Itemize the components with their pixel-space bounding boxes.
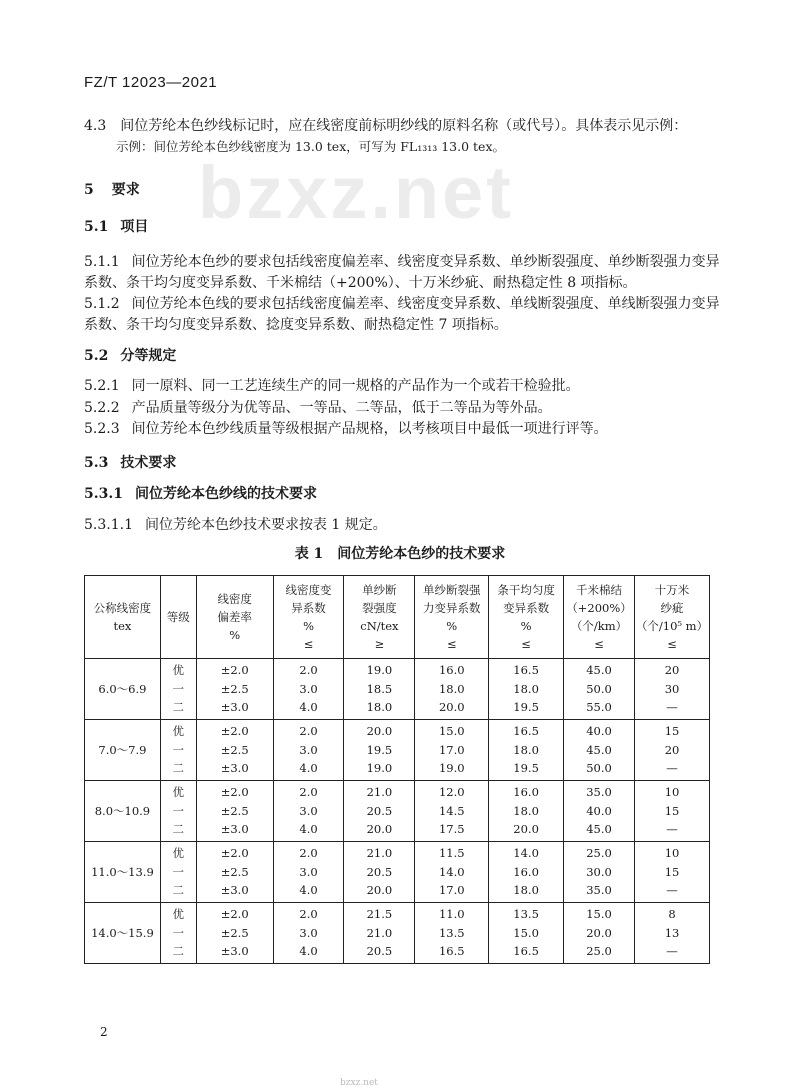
cell-value: ±3.0 <box>220 883 249 898</box>
cell-value: 18.0 <box>513 742 539 757</box>
cell-value: 20.5 <box>366 944 393 959</box>
cell-value: — <box>666 700 678 715</box>
section-5-2-heading: 5.2 分等规定 <box>84 348 177 364</box>
cell-value: 45.0 <box>586 663 612 678</box>
cell-value: ±2.0 <box>220 907 249 922</box>
watermark: bzxz.net <box>198 151 514 234</box>
cell-value: 2.0 <box>299 663 318 678</box>
cell-density-deviation <box>196 659 273 720</box>
cell-nominal-density: 6.0～6.9 <box>85 659 161 720</box>
cell-density-cv <box>273 781 344 842</box>
cell-value: 20.0 <box>366 883 393 898</box>
cell-value: 10 <box>664 846 680 861</box>
cell-value: 优 <box>172 785 185 800</box>
cell-value: ±2.0 <box>220 785 249 800</box>
section-5-1-heading: 5.1 项目 <box>84 219 149 235</box>
cell-value: 10 <box>664 785 680 800</box>
cell-value: 18.0 <box>513 681 539 696</box>
cell-density-deviation <box>196 903 273 964</box>
cell-value: 4.0 <box>299 700 318 715</box>
header-nominal-density: 公称线密度 tex <box>85 576 161 659</box>
cell-value: 19.5 <box>513 700 539 715</box>
cell-value: 21.5 <box>366 907 393 922</box>
cell-value: — <box>666 761 678 776</box>
cell-value: 二 <box>172 822 185 837</box>
cell-value: ±3.0 <box>220 944 249 959</box>
cell-value: ±3.0 <box>220 822 249 837</box>
cell-value: 20 <box>664 742 680 757</box>
header-strength-cv: 单纱断裂强 力变异系数 % ≤ <box>415 576 489 659</box>
cell-value: 35.0 <box>586 883 612 898</box>
cell-value: 一 <box>172 925 185 940</box>
cell-value: 3.0 <box>299 681 318 696</box>
cell-value: 15.0 <box>513 925 539 940</box>
cell-value: 20 <box>664 663 680 678</box>
cell-value: 20.0 <box>513 822 539 837</box>
cell-value: 优 <box>172 846 185 861</box>
cell-value: 二 <box>172 883 185 898</box>
cell-value: 13.5 <box>513 907 539 922</box>
cell-value: 16.0 <box>513 864 539 879</box>
cell-strength-cv <box>415 659 489 720</box>
cell-breaking-strength <box>344 659 415 720</box>
cell-value: 15 <box>664 724 680 739</box>
cell-value: 19.0 <box>366 761 393 776</box>
cell-value: 14.0 <box>513 846 539 861</box>
cell-value: 一 <box>172 864 185 879</box>
section-5-heading: 5 要求 <box>84 182 140 198</box>
cell-yarn-faults <box>635 659 710 720</box>
cell-density-deviation <box>196 842 273 903</box>
cell-value: ±3.0 <box>220 700 249 715</box>
cell-breaking-strength <box>344 720 415 781</box>
header-neps: 千米棉结 （+200%） （个/km） ≤ <box>564 576 635 659</box>
cell-value: 4.0 <box>299 883 318 898</box>
cell-value: — <box>666 883 678 898</box>
table-row <box>85 659 710 720</box>
cell-value: 16.5 <box>438 944 465 959</box>
section-5-3-heading: 5.3 技术要求 <box>84 455 177 471</box>
cell-breaking-strength <box>344 781 415 842</box>
cell-value: 优 <box>172 663 185 678</box>
cell-value: 3.0 <box>299 742 318 757</box>
cell-value: ±2.5 <box>220 925 249 940</box>
cell-value: 4.0 <box>299 761 318 776</box>
cell-strength-cv <box>415 842 489 903</box>
technical-requirements-table <box>84 575 710 964</box>
cell-value: 二 <box>172 944 185 959</box>
cell-value: 15.0 <box>438 724 465 739</box>
section-5-2-1: 5.2.1 同一原料、同一工艺连续生产的同一规格的产品作为一个或若干检验批。 <box>84 378 580 394</box>
cell-value: 19.0 <box>366 663 393 678</box>
cell-yarn-faults <box>635 903 710 964</box>
standard-code: FZ/T 12023—2021 <box>84 74 218 91</box>
cell-density-cv <box>273 842 344 903</box>
header-grade: 等级 <box>160 576 196 659</box>
cell-value: 18.0 <box>513 883 539 898</box>
section-number: 4.3 <box>84 118 107 134</box>
cell-value: 16.5 <box>513 944 539 959</box>
cell-value: 21.0 <box>366 925 393 940</box>
cell-value: 2.0 <box>299 785 318 800</box>
header-density-cv: 线密度变 异系数 % ≤ <box>273 576 344 659</box>
cell-grade <box>160 781 196 842</box>
cell-value: 19.0 <box>438 761 465 776</box>
cell-value: 4.0 <box>299 822 318 837</box>
cell-value: 30.0 <box>586 864 612 879</box>
cell-value: ±2.5 <box>220 864 249 879</box>
cell-value: 21.0 <box>366 846 393 861</box>
cell-neps <box>564 781 635 842</box>
cell-value: 2.0 <box>299 724 318 739</box>
cell-value: 40.0 <box>586 724 612 739</box>
cell-value: 16.5 <box>513 724 539 739</box>
cell-evenness-cv <box>489 659 564 720</box>
header-evenness-cv: 条干均匀度 变异系数 % ≤ <box>489 576 564 659</box>
cell-value: 19.5 <box>513 761 539 776</box>
cell-value: ±2.0 <box>220 724 249 739</box>
cell-value: 优 <box>172 907 185 922</box>
cell-density-cv <box>273 720 344 781</box>
example-text: 示例：间位芳纶本色纱线密度为 13.0 tex，可写为 FL₁₃₁₃ 13.0 tex。 <box>116 139 505 154</box>
page-number: 2 <box>100 1025 108 1039</box>
section-4-3 <box>84 115 687 135</box>
cell-value: 18.0 <box>513 803 539 818</box>
cell-density-cv <box>273 903 344 964</box>
cell-density-deviation <box>196 720 273 781</box>
cell-value: 16.5 <box>513 663 539 678</box>
cell-neps <box>564 659 635 720</box>
cell-value: 8 <box>668 907 676 922</box>
table-row <box>85 842 710 903</box>
cell-evenness-cv <box>489 781 564 842</box>
cell-nominal-density: 11.0～13.9 <box>85 842 161 903</box>
section-5-1-1-line1: 5.1.1 间位芳纶本色纱的要求包括线密度偏差率、线密度变异系数、单纱断裂强度、单纱断裂强力变异 <box>84 254 720 270</box>
cell-value: 11.5 <box>438 846 465 861</box>
cell-breaking-strength <box>344 903 415 964</box>
cell-neps <box>564 903 635 964</box>
cell-value: 3.0 <box>299 925 318 940</box>
cell-nominal-density: 7.0～7.9 <box>85 720 161 781</box>
cell-value: 16.0 <box>438 663 465 678</box>
cell-density-cv <box>273 659 344 720</box>
cell-value: ±3.0 <box>220 761 249 776</box>
cell-grade <box>160 842 196 903</box>
table-header-row <box>85 576 710 659</box>
cell-grade <box>160 903 196 964</box>
cell-value: 35.0 <box>586 785 612 800</box>
cell-value: 50.0 <box>586 681 612 696</box>
cell-value: 17.5 <box>438 822 465 837</box>
cell-value: 15.0 <box>586 907 612 922</box>
cell-value: ±2.5 <box>220 803 249 818</box>
cell-value: 二 <box>172 761 185 776</box>
cell-value: 14.5 <box>438 803 465 818</box>
cell-value: 13 <box>664 925 680 940</box>
cell-yarn-faults <box>635 720 710 781</box>
cell-value: 20.0 <box>586 925 612 940</box>
cell-value: 18.0 <box>366 700 393 715</box>
section-5-3-1-heading: 5.3.1 间位芳纶本色纱线的技术要求 <box>84 486 317 502</box>
cell-value: 一 <box>172 803 185 818</box>
cell-neps <box>564 842 635 903</box>
cell-value: ±2.0 <box>220 846 249 861</box>
footer-watermark: bzxz.net <box>340 1078 378 1088</box>
cell-value: 20.0 <box>366 724 393 739</box>
cell-value: 一 <box>172 742 185 757</box>
cell-value: 15 <box>664 803 680 818</box>
cell-strength-cv <box>415 720 489 781</box>
cell-value: 17.0 <box>438 742 465 757</box>
cell-evenness-cv <box>489 720 564 781</box>
header-density-deviation: 线密度 偏差率 % <box>196 576 273 659</box>
table-row <box>85 781 710 842</box>
section-text: 间位芳纶本色纱线标记时，应在线密度前标明纱线的原料名称（或代号）。具体表示见示例： <box>120 118 688 134</box>
cell-value: 4.0 <box>299 944 318 959</box>
cell-value: — <box>666 944 678 959</box>
cell-grade <box>160 720 196 781</box>
section-5-2-3: 5.2.3 间位芳纶本色纱线质量等级根据产品规格，以考核项目中最低一项进行评等。 <box>84 421 608 437</box>
cell-value: 20.5 <box>366 803 393 818</box>
cell-value: 12.0 <box>438 785 465 800</box>
cell-value: ±2.5 <box>220 742 249 757</box>
cell-density-deviation <box>196 781 273 842</box>
cell-value: 18.5 <box>366 681 393 696</box>
cell-value: 40.0 <box>586 803 612 818</box>
cell-value: 19.5 <box>366 742 393 757</box>
cell-nominal-density: 14.0～15.9 <box>85 903 161 964</box>
cell-breaking-strength <box>344 842 415 903</box>
cell-value: 20.5 <box>366 864 393 879</box>
section-5-1-2-line2: 系数、条干均匀度变异系数、捻度变异系数、耐热稳定性 7 项指标。 <box>84 317 508 333</box>
cell-value: 14.0 <box>438 864 465 879</box>
cell-value: 2.0 <box>299 907 318 922</box>
cell-value: 45.0 <box>586 822 612 837</box>
cell-evenness-cv <box>489 903 564 964</box>
cell-strength-cv <box>415 903 489 964</box>
cell-value: 13.5 <box>438 925 465 940</box>
cell-value: 30 <box>664 681 680 696</box>
section-5-1-2-line1: 5.1.2 间位芳纶本色线的要求包括线密度偏差率、线密度变异系数、单线断裂强度、单线断裂强力变异 <box>84 296 720 312</box>
cell-value: 11.0 <box>438 907 465 922</box>
cell-value: 20.0 <box>438 700 465 715</box>
cell-value: 16.0 <box>513 785 539 800</box>
cell-value: 18.0 <box>438 681 465 696</box>
cell-value: 2.0 <box>299 846 318 861</box>
cell-value: 21.0 <box>366 785 393 800</box>
section-5-1-1-line2: 系数、条干均匀度变异系数、千米棉结（+200%）、十万米纱疵、耐热稳定性 8 项指标。 <box>84 275 637 291</box>
cell-nominal-density: 8.0～10.9 <box>85 781 161 842</box>
table-row <box>85 720 710 781</box>
cell-value: ±2.0 <box>220 663 249 678</box>
cell-value: 50.0 <box>586 761 612 776</box>
cell-value: ±2.5 <box>220 681 249 696</box>
header-breaking-strength: 单纱断 裂强度 cN/tex ≥ <box>344 576 415 659</box>
cell-value: 25.0 <box>586 944 612 959</box>
cell-yarn-faults <box>635 781 710 842</box>
cell-value: 55.0 <box>586 700 612 715</box>
cell-value: 17.0 <box>438 883 465 898</box>
cell-neps <box>564 720 635 781</box>
cell-value: 二 <box>172 700 185 715</box>
table-title: 表 1 间位芳纶本色纱的技术要求 <box>294 546 506 562</box>
cell-value: 20.0 <box>366 822 393 837</box>
table-row <box>85 903 710 964</box>
section-5-2-2: 5.2.2 产品质量等级分为优等品、一等品、二等品，低于二等品为等外品。 <box>84 400 552 416</box>
section-5-3-1-1: 5.3.1.1 间位芳纶本色纱技术要求按表 1 规定。 <box>84 517 387 533</box>
cell-value: 优 <box>172 724 185 739</box>
cell-value: 3.0 <box>299 864 318 879</box>
cell-value: 45.0 <box>586 742 612 757</box>
cell-strength-cv <box>415 781 489 842</box>
header-yarn-faults: 十万米 纱疵 （个/10⁵ m） ≤ <box>635 576 710 659</box>
cell-grade <box>160 659 196 720</box>
cell-value: — <box>666 822 678 837</box>
cell-value: 25.0 <box>586 846 612 861</box>
cell-yarn-faults <box>635 842 710 903</box>
cell-value: 一 <box>172 681 185 696</box>
cell-evenness-cv <box>489 842 564 903</box>
cell-value: 3.0 <box>299 803 318 818</box>
cell-value: 15 <box>664 864 680 879</box>
